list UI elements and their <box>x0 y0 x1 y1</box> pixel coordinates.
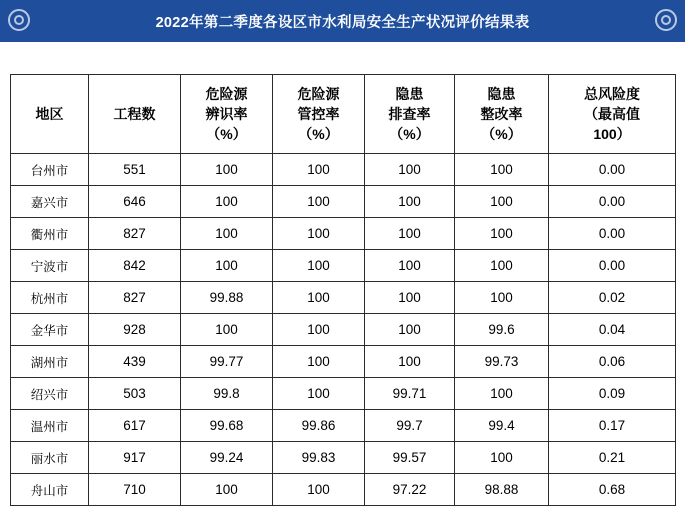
cell-risk-rectification-rate: 100 <box>455 282 549 314</box>
header-line: （%） <box>481 126 522 143</box>
header-line: 地区 <box>35 105 64 122</box>
cell-hazard-control-rate: 100 <box>273 250 365 282</box>
header-line: （%） <box>206 126 247 143</box>
cell-risk-rectification-rate: 99.73 <box>455 346 549 378</box>
cell-region: 宁波市 <box>11 250 89 282</box>
cell-region: 舟山市 <box>11 474 89 506</box>
cell-total-risk-degree: 0.68 <box>549 474 676 506</box>
cell-risk-inspection-rate: 99.7 <box>365 410 455 442</box>
cell-projects: 842 <box>89 250 181 282</box>
cell-risk-inspection-rate: 100 <box>365 186 455 218</box>
table-row <box>11 154 676 186</box>
cell-hazard-identification-rate: 100 <box>181 186 273 218</box>
cell-risk-rectification-rate: 98.88 <box>455 474 549 506</box>
column-header-projects <box>89 75 181 154</box>
cell-hazard-control-rate: 99.83 <box>273 442 365 474</box>
table-header-row <box>11 75 676 154</box>
cell-total-risk-degree: 0.04 <box>549 314 676 346</box>
cell-projects: 439 <box>89 346 181 378</box>
cell-region: 台州市 <box>11 154 89 186</box>
cell-projects: 827 <box>89 218 181 250</box>
cell-projects: 827 <box>89 282 181 314</box>
cell-hazard-control-rate: 100 <box>273 282 365 314</box>
cell-hazard-control-rate: 99.86 <box>273 410 365 442</box>
cell-total-risk-degree: 0.17 <box>549 410 676 442</box>
header-line: 工程数 <box>113 105 156 122</box>
header-line: 排查率 <box>388 105 431 122</box>
column-header-hazard-identification-rate <box>181 75 273 154</box>
cell-hazard-identification-rate: 100 <box>181 154 273 186</box>
column-header-risk-inspection-rate <box>365 75 455 154</box>
table-body <box>11 154 676 506</box>
cell-risk-rectification-rate: 99.6 <box>455 314 549 346</box>
page-title: 2022年第二季度各设区市水利局安全生产状况评价结果表 <box>155 14 530 31</box>
header-line: 总风险度 <box>584 85 640 102</box>
cell-risk-inspection-rate: 99.71 <box>365 378 455 410</box>
cell-region: 湖州市 <box>11 346 89 378</box>
cell-region: 温州市 <box>11 410 89 442</box>
table-row <box>11 314 676 346</box>
cell-total-risk-degree: 0.00 <box>549 186 676 218</box>
cell-projects: 551 <box>89 154 181 186</box>
cell-projects: 917 <box>89 442 181 474</box>
header-line: 辨识率 <box>205 105 248 122</box>
header-banner <box>0 0 685 42</box>
table-row <box>11 186 676 218</box>
cell-risk-inspection-rate: 100 <box>365 250 455 282</box>
cell-risk-rectification-rate: 100 <box>455 154 549 186</box>
table-row <box>11 378 676 410</box>
table-row <box>11 282 676 314</box>
cell-projects: 928 <box>89 314 181 346</box>
cell-risk-inspection-rate: 100 <box>365 314 455 346</box>
header-line: （%） <box>298 126 339 143</box>
column-header-risk-rectification-rate <box>455 75 549 154</box>
cell-total-risk-degree: 0.00 <box>549 154 676 186</box>
cell-hazard-identification-rate: 99.24 <box>181 442 273 474</box>
cell-region: 绍兴市 <box>11 378 89 410</box>
cell-risk-rectification-rate: 100 <box>455 218 549 250</box>
cell-risk-rectification-rate: 100 <box>455 250 549 282</box>
cell-total-risk-degree: 0.00 <box>549 218 676 250</box>
header-line: 隐患 <box>395 85 424 102</box>
cell-hazard-control-rate: 100 <box>273 154 365 186</box>
cell-projects: 503 <box>89 378 181 410</box>
cell-risk-inspection-rate: 100 <box>365 346 455 378</box>
cell-risk-rectification-rate: 100 <box>455 442 549 474</box>
cell-total-risk-degree: 0.21 <box>549 442 676 474</box>
header-line: （%） <box>389 126 430 143</box>
table-row <box>11 218 676 250</box>
column-header-hazard-control-rate <box>273 75 365 154</box>
table-row <box>11 410 676 442</box>
cell-hazard-identification-rate: 99.88 <box>181 282 273 314</box>
table-row <box>11 346 676 378</box>
results-table-container <box>10 74 675 506</box>
cell-hazard-identification-rate: 100 <box>181 474 273 506</box>
cell-risk-rectification-rate: 100 <box>455 378 549 410</box>
cell-risk-inspection-rate: 99.57 <box>365 442 455 474</box>
cell-risk-rectification-rate: 100 <box>455 186 549 218</box>
cell-hazard-identification-rate: 100 <box>181 218 273 250</box>
cell-hazard-control-rate: 100 <box>273 346 365 378</box>
cell-hazard-identification-rate: 99.8 <box>181 378 273 410</box>
cell-hazard-identification-rate: 100 <box>181 314 273 346</box>
cell-projects: 710 <box>89 474 181 506</box>
cell-region: 金华市 <box>11 314 89 346</box>
table-row <box>11 250 676 282</box>
column-header-region <box>11 75 89 154</box>
cell-hazard-identification-rate: 99.77 <box>181 346 273 378</box>
cell-total-risk-degree: 0.00 <box>549 250 676 282</box>
cell-risk-inspection-rate: 100 <box>365 282 455 314</box>
cell-risk-inspection-rate: 100 <box>365 154 455 186</box>
cell-total-risk-degree: 0.06 <box>549 346 676 378</box>
cell-region: 丽水市 <box>11 442 89 474</box>
header-line: 整改率 <box>480 105 523 122</box>
safety-evaluation-table <box>10 74 676 506</box>
circle-target-icon-left <box>8 9 30 31</box>
table-row <box>11 474 676 506</box>
cell-projects: 646 <box>89 186 181 218</box>
cell-hazard-control-rate: 100 <box>273 186 365 218</box>
cell-region: 衢州市 <box>11 218 89 250</box>
cell-region: 杭州市 <box>11 282 89 314</box>
cell-projects: 617 <box>89 410 181 442</box>
cell-hazard-control-rate: 100 <box>273 218 365 250</box>
header-line: 100） <box>593 126 631 143</box>
header-line: 管控率 <box>297 105 340 122</box>
cell-hazard-control-rate: 100 <box>273 314 365 346</box>
cell-hazard-identification-rate: 99.68 <box>181 410 273 442</box>
cell-total-risk-degree: 0.02 <box>549 282 676 314</box>
cell-risk-rectification-rate: 99.4 <box>455 410 549 442</box>
column-header-total-risk-degree <box>549 75 676 154</box>
header-line: （最高值 <box>584 105 640 122</box>
header-line: 危险源 <box>297 85 340 102</box>
cell-risk-inspection-rate: 97.22 <box>365 474 455 506</box>
circle-target-icon-right <box>655 9 677 31</box>
cell-total-risk-degree: 0.09 <box>549 378 676 410</box>
cell-region: 嘉兴市 <box>11 186 89 218</box>
cell-hazard-control-rate: 100 <box>273 378 365 410</box>
cell-risk-inspection-rate: 100 <box>365 218 455 250</box>
header-line: 隐患 <box>487 85 516 102</box>
cell-hazard-identification-rate: 100 <box>181 250 273 282</box>
table-header <box>11 75 676 154</box>
header-line: 危险源 <box>205 85 248 102</box>
cell-hazard-control-rate: 100 <box>273 474 365 506</box>
table-row <box>11 442 676 474</box>
